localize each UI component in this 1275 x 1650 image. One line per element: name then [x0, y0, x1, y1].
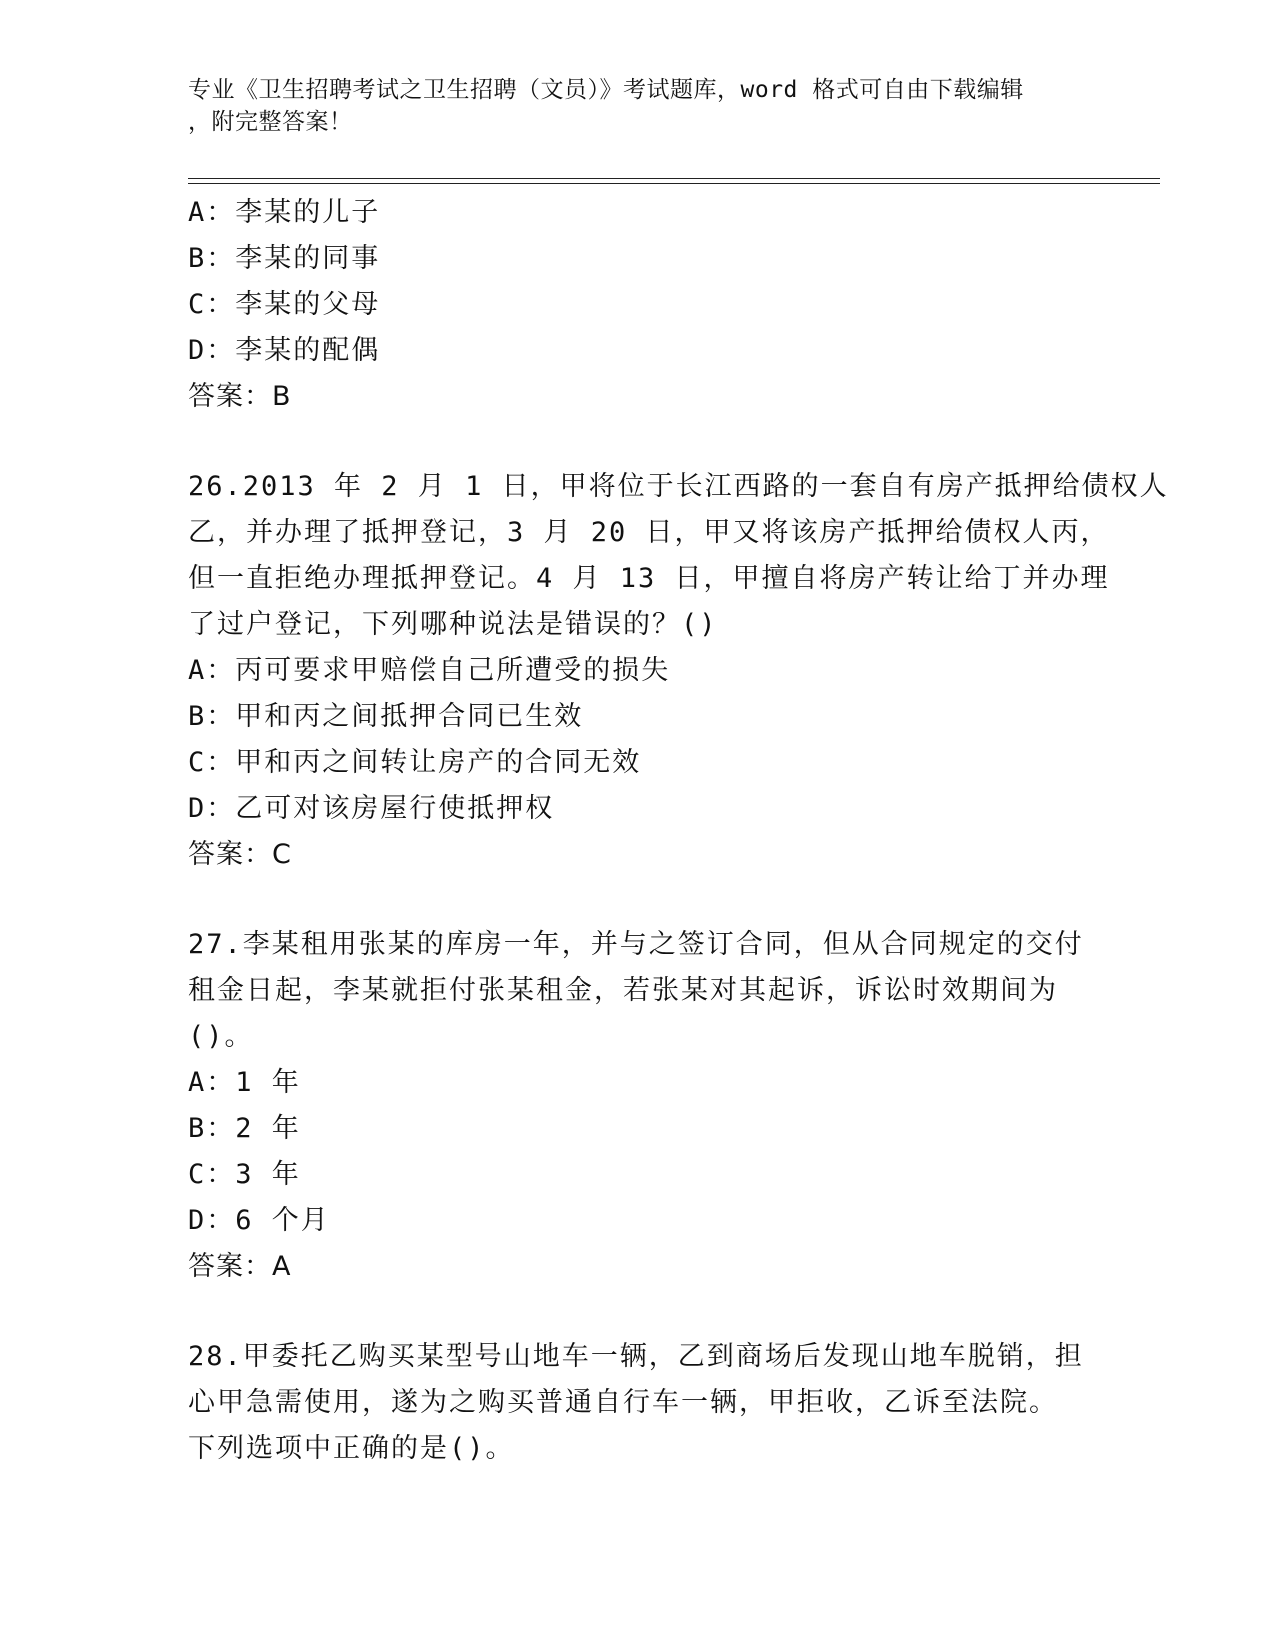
option-b: B：甲和丙之间抵押合同已生效	[188, 701, 584, 732]
answer-line: 答案：C	[188, 839, 292, 870]
spacer	[188, 420, 1088, 464]
question-26	[188, 464, 1169, 878]
question-text-line: 乙，并办理了抵押登记，3 月 20 日，甲又将该房产抵押给债权人丙，	[188, 517, 1110, 548]
header-line-1: 专业《卫生招聘考试之卫生招聘（文员）》考试题库，word 格式可自由下载编辑	[188, 77, 1024, 103]
question-text-line: 了过户登记，下列哪种说法是错误的？()	[188, 609, 718, 640]
answer-line: 答案：A	[188, 1251, 292, 1282]
question-28	[188, 1334, 1088, 1472]
question-text-line: 27.李某租用张某的库房一年，并与之签订合同，但从合同规定的交付	[188, 929, 1084, 960]
option-a: A：1 年	[188, 1067, 301, 1098]
option-a: A：丙可要求甲赔偿自己所遭受的损失	[188, 655, 671, 686]
option-a: A：李某的儿子	[188, 197, 381, 228]
option-b: B：2 年	[188, 1113, 301, 1144]
question-content	[188, 190, 1169, 1472]
question-25	[188, 190, 1088, 420]
question-text-line: ()。	[188, 1021, 254, 1052]
question-text-line: 但一直拒绝办理抵押登记。4 月 13 日，甲擅自将房产转让给丁并办理	[188, 563, 1110, 594]
option-d: D：6 个月	[188, 1205, 330, 1236]
option-c: C：甲和丙之间转让房产的合同无效	[188, 747, 642, 778]
question-text-line: 26.2013 年 2 月 1 日，甲将位于长江西路的一套自有房产抵押给债权人	[188, 471, 1169, 502]
header-line-2: ，附完整答案！	[188, 109, 353, 135]
spacer	[188, 1290, 1088, 1334]
header-divider-bottom	[188, 183, 1160, 184]
option-c: C：李某的父母	[188, 289, 381, 320]
question-text-line: 下列选项中正确的是()。	[188, 1433, 515, 1464]
question-27	[188, 922, 1088, 1290]
answer-line: 答案：B	[188, 381, 292, 412]
option-d: D：李某的配偶	[188, 335, 381, 366]
question-text-line: 心甲急需使用，遂为之购买普通自行车一辆，甲拒收，乙诉至法院。	[188, 1387, 1058, 1418]
option-d: D：乙可对该房屋行使抵押权	[188, 793, 555, 824]
option-c: C：3 年	[188, 1159, 301, 1190]
question-text-line: 租金日起，李某就拒付张某租金，若张某对其起诉，诉讼时效期间为	[188, 975, 1058, 1006]
question-text-line: 28.甲委托乙购买某型号山地车一辆，乙到商场后发现山地车脱销，担	[188, 1341, 1084, 1372]
spacer	[188, 878, 1088, 922]
option-b: B：李某的同事	[188, 243, 381, 274]
document-header	[188, 74, 1088, 138]
header-divider-top	[188, 178, 1160, 179]
